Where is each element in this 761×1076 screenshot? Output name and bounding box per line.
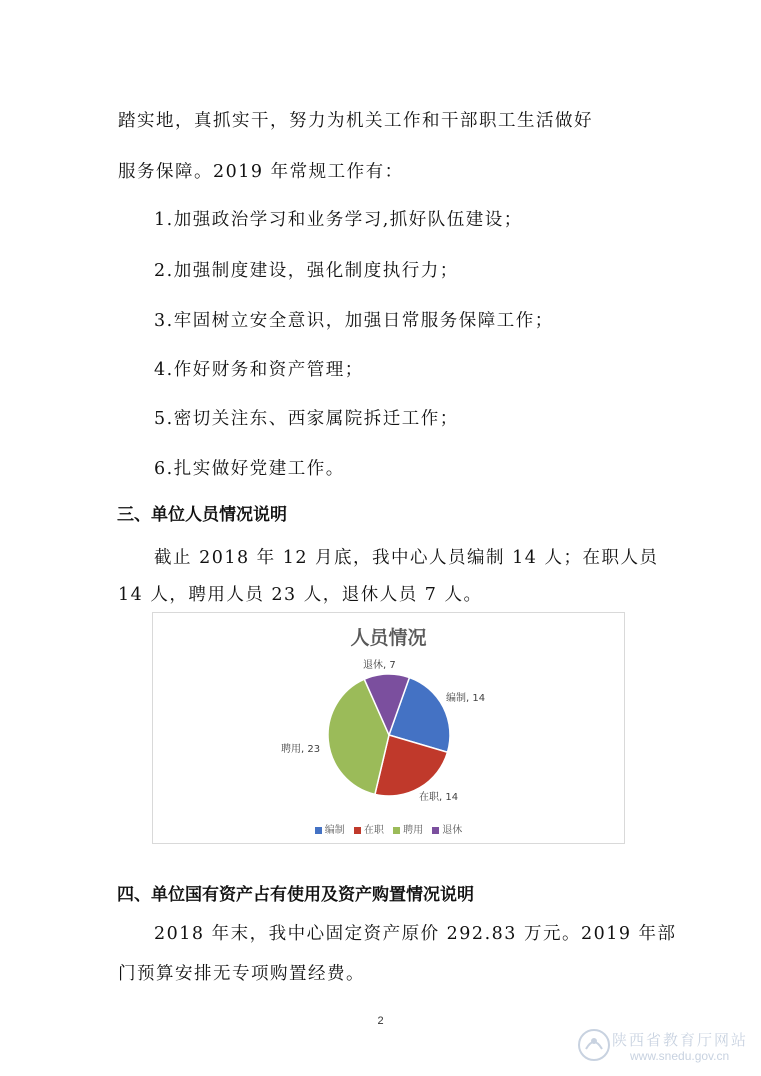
list-item: 4.作好财务和资产管理；	[154, 360, 364, 380]
watermark-logo-icon	[576, 1027, 612, 1063]
watermark-url: www.snedu.gov.cn	[630, 1049, 730, 1063]
list-item: 1.加强政治学习和业务学习,抓好队伍建设；	[154, 210, 523, 230]
paragraph-line: 门预算安排无专项购置经费。	[118, 964, 365, 984]
section-heading: 三、单位人员情况说明	[117, 505, 287, 525]
list-item: 2.加强制度建设，强化制度执行力；	[154, 261, 459, 281]
legend-item	[354, 821, 384, 836]
legend-label: 退休	[442, 825, 463, 836]
paragraph-line: 2018 年末，我中心固定资产原价 292.83 万元。2019 年部	[154, 924, 677, 944]
chart-legend	[153, 821, 624, 836]
page-number: 2	[377, 1015, 384, 1027]
watermark-text: 陕西省教育厅网站	[612, 1031, 749, 1049]
list-item: 3.牢固树立安全意识，加强日常服务保障工作；	[154, 311, 554, 331]
legend-swatch	[315, 827, 322, 834]
legend-item	[315, 821, 345, 836]
section-heading: 四、单位国有资产占有使用及资产购置情况说明	[117, 885, 474, 905]
pie-chart	[152, 612, 625, 844]
legend-label: 编制	[324, 825, 345, 836]
legend-swatch	[354, 827, 361, 834]
paragraph-line: 服务保障。2019 年常规工作有：	[118, 162, 404, 182]
legend-swatch	[432, 827, 439, 834]
legend-item	[393, 821, 423, 836]
chart-title: 人员情况	[350, 627, 427, 649]
paragraph-line: 截止 2018 年 12 月底，我中心人员编制 14 人；在职人员	[154, 548, 659, 568]
data-label-contracted: 聘用, 23	[281, 744, 321, 755]
legend-item	[432, 821, 462, 836]
legend-label: 聘用	[403, 825, 424, 836]
data-label-employed: 在职, 14	[419, 792, 459, 803]
legend-swatch	[393, 827, 400, 834]
paragraph-line: 踏实地，真抓实干，努力为机关工作和干部职工生活做好	[118, 111, 593, 131]
data-label-established: 编制, 14	[446, 693, 486, 704]
data-label-retired: 退休, 7	[363, 660, 396, 671]
paragraph-line: 14 人，聘用人员 23 人，退休人员 7 人。	[118, 585, 483, 605]
site-watermark	[572, 1025, 757, 1070]
legend-label: 在职	[363, 825, 384, 836]
list-item: 6.扎实做好党建工作。	[154, 459, 345, 479]
list-item: 5.密切关注东、西家属院拆迁工作；	[154, 409, 459, 429]
pie-plot-area	[153, 613, 624, 843]
